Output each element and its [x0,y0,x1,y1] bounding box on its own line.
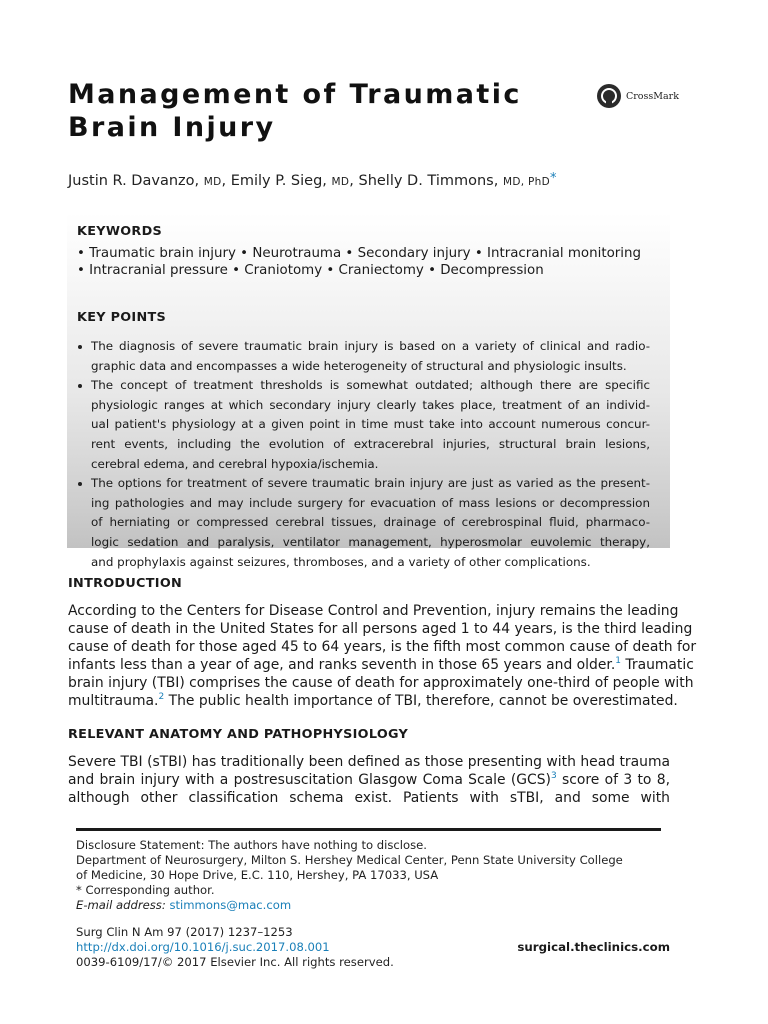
crossmark-icon [597,84,621,108]
body-line: cause of death for those aged 45 to 64 years, is the fifth most common cause of death for [68,639,697,655]
crossmark-label: CrossMark [626,91,679,102]
author-separator: , [349,173,359,189]
key-point-line: rent events, including the evolution of extracerebral injuries, structural brain lesions, [91,436,650,451]
key-point-item [76,376,650,474]
key-point-item [76,474,650,572]
key-points-heading: KEY POINTS [77,310,167,325]
introduction-heading: INTRODUCTION [68,576,183,591]
body-text: multitrauma. [68,693,159,709]
key-point-line: and prophylaxis against seizures, thromboses, and a variety of other complications. [91,554,591,569]
key-point-line: cerebral edema, and cerebral hypoxia/ischemia. [91,456,379,471]
copyright-line: 0039-6109/17/© 2017 Elsevier Inc. All rights reserved. [76,955,394,969]
crossmark-badge[interactable] [597,84,677,110]
title-line: Brain Injury [68,112,276,143]
anatomy-paragraph [68,753,670,807]
journal-website-link[interactable]: surgical.theclinics.com [517,940,670,954]
reference-link[interactable]: 2 [158,692,165,702]
corresponding-author-note: * Corresponding author. [76,883,215,897]
body-text: score of 3 to 8, [556,772,670,788]
key-point-line: ing pathologies and may include surgery for evacuation of mass lesions or decompression [91,495,650,510]
body-text: Traumatic [621,657,694,673]
keywords-heading: KEYWORDS [77,224,163,239]
key-point-line: ual patient's physiology at a given point in time must take into account numerous concur- [91,417,650,432]
email-label: E-mail address: [76,898,170,912]
key-point-line: The diagnosis of severe traumatic brain injury is based on a variety of clinical and radio- [91,339,650,353]
key-point-line: graphic data and encompasses a wide heterogeneity of structural and physiologic insults. [91,358,627,373]
key-point-line: of herniating or compressed cerebral tissues, drainage of cerebrospinal fluid, pharmaco- [91,515,650,530]
introduction-paragraph [68,602,697,710]
author-degree: MD [203,176,222,188]
article-title [68,78,588,144]
footnote-divider [76,828,661,831]
body-text: The public health importance of TBI, therefore, cannot be overestimated. [164,693,678,709]
keywords-line: • Traumatic brain injury • Neurotrauma • Secondary injury • Intracranial monitoring [77,246,641,261]
author-degree: MD, PhD [502,176,550,188]
body-line [68,771,670,789]
key-point-line: logic sedation and paralysis, ventilator management, hyperosmolar euvolemic therapy, [91,534,650,549]
body-line: cause of death in the United States for all persons aged 1 to 44 years, is the third leading [68,621,693,637]
title-line: Management of Traumatic [68,79,522,110]
disclosure-statement: Disclosure Statement: The authors have nothing to disclose. [76,838,427,852]
body-line [68,692,678,710]
author-name: Shelly D. Timmons, [358,173,503,189]
author-name: Justin R. Davanzo, [68,173,204,189]
anatomy-heading: RELEVANT ANATOMY AND PATHOPHYSIOLOGY [68,727,409,742]
body-line: According to the Centers for Disease Control and Prevention, injury remains the leading [68,603,679,619]
email-line [76,898,291,913]
body-text: and brain injury with a postresuscitation Glasgow Coma Scale (GCS) [68,772,551,788]
key-point-item [76,337,650,376]
author-degree: MD [331,176,350,188]
body-text: infants less than a year of age, and ranks seventh in those 65 years and older. [68,657,616,673]
email-link[interactable]: stimmons@mac.com [169,898,292,912]
key-point-line: physiologic ranges at which secondary injury clearly takes place, treatment of an individ- [91,397,650,412]
journal-citation: Surg Clin N Am 97 (2017) 1237–1253 [76,925,293,939]
key-point-line: The options for treatment of severe traumatic brain injury are just as varied as the present- [91,476,650,491]
corresponding-author-link[interactable]: * [549,171,557,186]
author-list [68,173,708,189]
author-name: Emily P. Sieg, [230,173,332,189]
body-line [68,656,694,674]
reference-link[interactable]: 3 [550,771,557,781]
reference-link[interactable]: 1 [615,656,621,666]
body-line: although other classification schema exist. Patients with sTBI, and some with [68,790,670,806]
body-line: Severe TBI (sTBI) has traditionally been defined as those presenting with head trauma [68,754,670,770]
doi-link[interactable]: http://dx.doi.org/10.1016/j.suc.2017.08.001 [76,940,330,954]
key-point-line: The concept of treatment thresholds is somewhat outdated; although there are specific [91,378,650,393]
body-line: brain injury (TBI) comprises the cause of death for approximately one-third of people with [68,675,694,691]
keywords-line: • Intracranial pressure • Craniotomy • Craniectomy • Decompression [77,263,544,278]
affiliation-line: of Medicine, 30 Hope Drive, E.C. 110, Hershey, PA 17033, USA [76,868,439,882]
author-separator: , [221,173,231,189]
affiliation-line: Department of Neurosurgery, Milton S. Hershey Medical Center, Penn State University College [76,853,623,867]
key-points-list [76,337,650,572]
